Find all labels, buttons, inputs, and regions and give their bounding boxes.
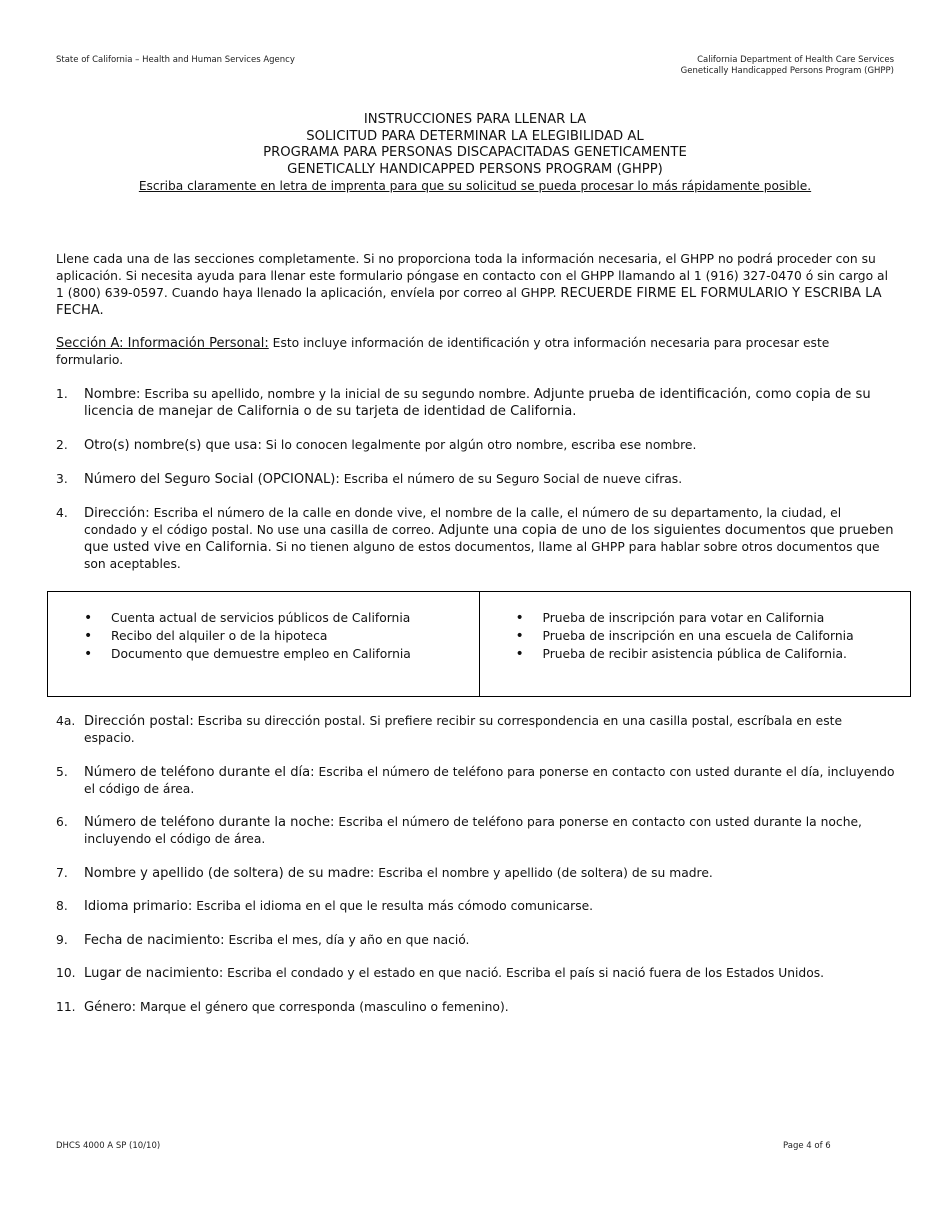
document-item: • Prueba de inscripción en una escuela de California bbox=[516, 627, 911, 645]
list-item bbox=[56, 814, 896, 848]
item-number: 4a. bbox=[56, 714, 76, 728]
item-label: Género: bbox=[84, 999, 137, 1015]
instructions-body-continued bbox=[56, 713, 896, 1032]
list-item bbox=[56, 764, 896, 798]
item-text-2: Si no tienen alguno de estos documentos, llame al GHPP para hablar sobre otros documentos que son aceptables. bbox=[84, 540, 880, 571]
item-text: Escriba el número de teléfono para ponerse en contacto con usted durante el día, incluyendo el código de área. bbox=[84, 764, 895, 796]
agency-header: State of California – Health and Human Services Agency bbox=[56, 55, 295, 65]
document-item: • Prueba de recibir asistencia pública de California. bbox=[516, 645, 911, 663]
item-label: Lugar de nacimiento: bbox=[84, 966, 224, 981]
item-label: Dirección postal: bbox=[84, 714, 194, 729]
item-text: Escriba el número de su Seguro Social de nueve cifras. bbox=[343, 472, 683, 486]
item-number: 7. bbox=[56, 865, 68, 880]
item-text: Marque el género que corresponda (masculino o femenino). bbox=[140, 999, 509, 1014]
acceptable-documents-table bbox=[47, 591, 911, 697]
documents-right-column bbox=[479, 592, 911, 696]
document-item: • Recibo del alquiler o de la hipoteca bbox=[84, 627, 479, 645]
item-number: 6. bbox=[56, 815, 68, 829]
list-item bbox=[56, 471, 896, 488]
document-item: • Documento que demuestre empleo en California bbox=[84, 645, 479, 663]
intro-text: Llene cada una de las secciones completamente. Si no proporciona toda la información necesaria, el GHPP no podrá proceder con su aplicación. Si necesita ayuda para llenar este formulario póngase en contacto con el GHPP llamando al 1 (916) 327-0470 ó sin cargo al 1 (800) 639-0597. Cuando haya llenado la aplicación, envíela por correo al GHPP. bbox=[56, 252, 888, 300]
item-label: Nombre y apellido (de soltera) de su madre: bbox=[84, 865, 375, 881]
list-item bbox=[56, 865, 896, 882]
instructions-body bbox=[56, 251, 896, 590]
item-label: Número del Seguro Social (OPCIONAL): bbox=[84, 472, 340, 487]
item-number: 11. bbox=[56, 999, 76, 1014]
item-text: Escriba el nombre y apellido (de soltera) de su madre. bbox=[378, 865, 713, 880]
item-number: 5. bbox=[56, 764, 68, 779]
title-subtitle: Escriba claramente en letra de imprenta para que su solicitud se pueda procesar lo más rápidamente posible. bbox=[138, 179, 812, 193]
section-a bbox=[56, 335, 896, 369]
item-label: Fecha de nacimiento: bbox=[84, 932, 225, 948]
item-extra: Adjunte una copia de uno de los siguientes documentos que prueben que usted vive en California. bbox=[84, 523, 894, 555]
title-line-3: PROGRAMA PARA PERSONAS DISCAPACITADAS GENETICAMENTE bbox=[263, 145, 687, 160]
list-item bbox=[56, 437, 896, 454]
list-item bbox=[56, 932, 896, 949]
item-label: Idioma primario: bbox=[84, 899, 193, 914]
list-item bbox=[56, 965, 896, 982]
department-name: California Department of Health Care Services bbox=[697, 55, 894, 65]
intro-emphasis: RECUERDE FIRME EL FORMULARIO Y ESCRIBA LA FECHA. bbox=[56, 286, 882, 318]
list-item bbox=[56, 386, 896, 420]
item-label: Número de teléfono durante el día: bbox=[84, 764, 315, 780]
item-text: Escriba el número de la calle en donde vive, el nombre de la calle, el número de su departamento, la ciudad, el condado y el código postal. No use una casilla de correo. bbox=[84, 506, 842, 537]
item-number: 1. bbox=[56, 387, 68, 401]
item-label: Otro(s) nombre(s) que usa: bbox=[84, 438, 262, 453]
item-number: 2. bbox=[56, 438, 68, 452]
item-label: Dirección: bbox=[84, 506, 150, 521]
item-number: 3. bbox=[56, 472, 68, 486]
title-line-4: GENETICALLY HANDICAPPED PERSONS PROGRAM (GHPP) bbox=[287, 161, 663, 177]
page-number: Page 4 of 6 bbox=[783, 1141, 831, 1151]
list-item bbox=[56, 999, 896, 1016]
documents-left-column bbox=[48, 592, 479, 696]
item-text: Escriba su dirección postal. Si prefiere recibir su correspondencia en una casilla postal, escríbala en este espacio. bbox=[84, 714, 843, 745]
item-text: Escriba el condado y el estado en que nació. Escriba el país si nació fuera de los Estados Unidos. bbox=[227, 966, 825, 980]
item-text: Escriba el mes, día y año en que nació. bbox=[228, 932, 470, 947]
list-item bbox=[56, 713, 896, 747]
item-text: Escriba su apellido, nombre y la inicial de su segundo nombre. bbox=[144, 387, 530, 401]
item-number: 4. bbox=[56, 506, 68, 520]
program-name: Genetically Handicapped Persons Program (GHPP) bbox=[680, 66, 894, 76]
item-number: 9. bbox=[56, 932, 68, 947]
list-item bbox=[56, 505, 896, 573]
intro-paragraph bbox=[56, 251, 896, 319]
item-label: Número de teléfono durante la noche: bbox=[84, 815, 335, 830]
item-text: Escriba el número de teléfono para ponerse en contacto con usted durante la noche, incluyendo el código de área. bbox=[84, 815, 862, 846]
department-header bbox=[681, 55, 894, 77]
document-title bbox=[0, 112, 950, 195]
item-label: Nombre: bbox=[84, 387, 141, 402]
list-item bbox=[56, 898, 896, 915]
document-item: • Prueba de inscripción para votar en California bbox=[516, 609, 911, 627]
item-number: 10. bbox=[56, 966, 76, 980]
section-a-heading: Sección A: Información Personal: bbox=[56, 336, 269, 351]
item-number: 8. bbox=[56, 899, 68, 913]
document-item: • Cuenta actual de servicios públicos de California bbox=[84, 609, 479, 627]
title-line-2: SOLICITUD PARA DETERMINAR LA ELEGIBILIDAD AL bbox=[306, 128, 644, 144]
item-extra: Adjunte prueba de identificación, como copia de su licencia de manejar de California o de su tarjeta de identidad de California. bbox=[84, 387, 871, 419]
item-text: Si lo conocen legalmente por algún otro nombre, escriba ese nombre. bbox=[265, 438, 697, 452]
form-id: DHCS 4000 A SP (10/10) bbox=[56, 1141, 161, 1151]
section-a-text: Esto incluye información de identificación y otra información necesaria para procesar este formulario. bbox=[56, 336, 830, 367]
item-text: Escriba el idioma en el que le resulta más cómodo comunicarse. bbox=[196, 899, 594, 913]
title-line-1: INSTRUCCIONES PARA LLENAR LA bbox=[363, 112, 587, 127]
